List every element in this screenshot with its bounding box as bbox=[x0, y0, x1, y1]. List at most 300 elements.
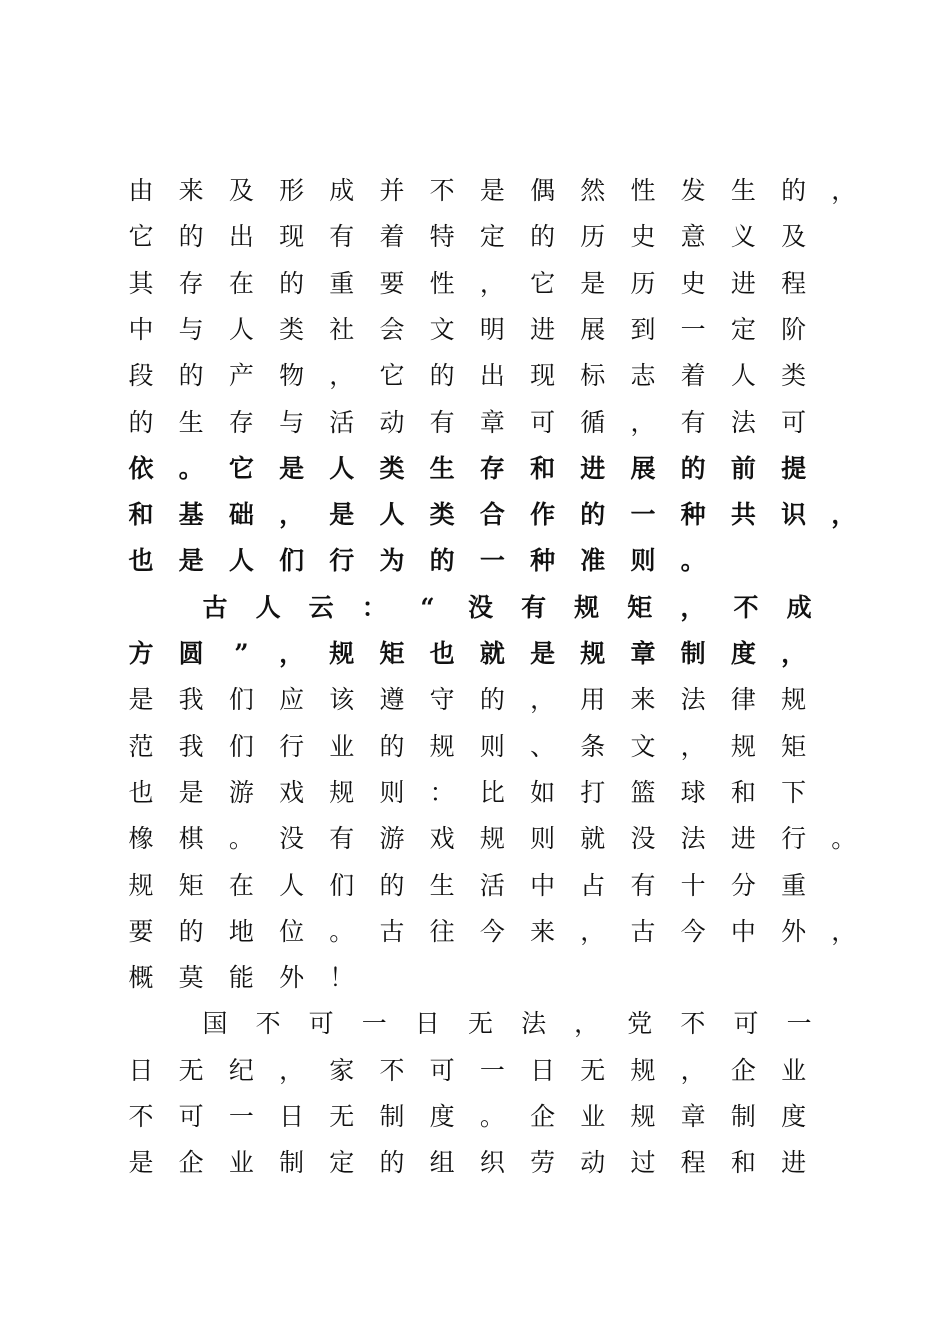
text-glyph: 定 bbox=[479, 222, 505, 252]
text-glyph: 一 bbox=[228, 1102, 254, 1131]
text-glyph: 史 bbox=[630, 222, 656, 252]
text-glyph: 进 bbox=[730, 824, 756, 854]
text-glyph: 下 bbox=[781, 777, 807, 807]
text-glyph: 十 bbox=[680, 870, 706, 900]
text-glyph: 不 bbox=[680, 1009, 706, 1039]
text-glyph: 可 bbox=[429, 1055, 455, 1085]
text-glyph: 来 bbox=[530, 916, 556, 946]
text-glyph: 。 bbox=[831, 824, 857, 854]
text-glyph: 出 bbox=[479, 361, 505, 391]
text-glyph: ， bbox=[329, 361, 355, 391]
text-glyph: 着 bbox=[680, 361, 706, 391]
text-glyph: 业 bbox=[781, 1055, 807, 1085]
text-glyph: 日 bbox=[128, 1055, 154, 1085]
text-glyph: 文 bbox=[630, 731, 656, 761]
text-line bbox=[0, 585, 950, 631]
text-glyph: 法 bbox=[680, 685, 706, 715]
text-glyph: ” bbox=[234, 639, 249, 668]
text-glyph: 打 bbox=[580, 777, 606, 807]
text-glyph: 戏 bbox=[429, 824, 455, 854]
text-glyph: 行 bbox=[781, 824, 807, 854]
text-glyph: 戏 bbox=[279, 777, 305, 807]
text-glyph: 范 bbox=[128, 731, 154, 761]
text-glyph: 制 bbox=[279, 1148, 305, 1178]
text-glyph: 。 bbox=[329, 916, 355, 946]
text-glyph: 现 bbox=[530, 361, 556, 391]
text-glyph: 是 bbox=[479, 176, 505, 205]
text-glyph: 则 bbox=[530, 824, 556, 854]
text-glyph: 要 bbox=[128, 916, 154, 946]
text-glyph: 它 bbox=[128, 222, 154, 252]
text-glyph: ， bbox=[574, 1009, 600, 1039]
text-glyph: 法 bbox=[680, 824, 706, 854]
text-glyph: 在 bbox=[228, 870, 254, 900]
text-glyph: 如 bbox=[530, 777, 556, 807]
text-glyph: 不 bbox=[733, 592, 759, 622]
text-glyph: 比 bbox=[479, 777, 505, 807]
text-line bbox=[0, 1140, 950, 1186]
text-glyph: 志 bbox=[630, 361, 656, 391]
text-glyph: 们 bbox=[329, 870, 355, 900]
text-glyph: 要 bbox=[379, 268, 405, 298]
text-glyph: 和 bbox=[128, 500, 154, 530]
text-glyph: 就 bbox=[479, 639, 505, 668]
text-glyph: 有 bbox=[680, 407, 706, 437]
text-glyph: 类 bbox=[781, 361, 807, 391]
text-glyph: 它 bbox=[228, 453, 254, 483]
text-glyph: 依 bbox=[128, 453, 154, 483]
text-glyph: 织 bbox=[479, 1148, 505, 1178]
text-glyph: 守 bbox=[429, 685, 455, 715]
text-glyph: ， bbox=[680, 592, 706, 622]
text-glyph: 我 bbox=[178, 685, 204, 715]
text-glyph: 古 bbox=[630, 916, 656, 946]
text-glyph: 规 bbox=[574, 592, 600, 622]
text-glyph: 古 bbox=[202, 592, 228, 622]
text-glyph: 一 bbox=[630, 500, 656, 530]
text-glyph: 规 bbox=[429, 731, 455, 761]
text-glyph: 该 bbox=[329, 685, 355, 715]
text-glyph: 章 bbox=[680, 1102, 706, 1131]
text-glyph: 企 bbox=[178, 1148, 204, 1178]
text-glyph: 规 bbox=[479, 824, 505, 854]
text-glyph: 可 bbox=[733, 1009, 759, 1039]
text-glyph: ！ bbox=[329, 963, 355, 993]
text-glyph: 们 bbox=[228, 685, 254, 715]
text-glyph: 进 bbox=[530, 314, 556, 344]
text-glyph: 是 bbox=[128, 685, 154, 715]
text-glyph: 定 bbox=[730, 314, 756, 344]
text-glyph: 。 bbox=[228, 824, 254, 854]
text-line bbox=[0, 168, 950, 214]
text-glyph: 是 bbox=[178, 777, 204, 807]
text-glyph: 进 bbox=[781, 1148, 807, 1178]
text-glyph: 纪 bbox=[228, 1055, 254, 1085]
text-glyph: 活 bbox=[479, 870, 505, 900]
text-line bbox=[0, 677, 950, 723]
text-glyph: 是 bbox=[530, 639, 556, 668]
text-glyph: 意 bbox=[680, 222, 706, 252]
text-glyph: 业 bbox=[329, 731, 355, 761]
text-glyph: 会 bbox=[379, 314, 405, 344]
text-glyph: ， bbox=[530, 685, 556, 715]
text-glyph: 外 bbox=[781, 916, 807, 946]
text-glyph: 遵 bbox=[379, 685, 405, 715]
text-line bbox=[0, 1094, 950, 1140]
text-glyph: 进 bbox=[730, 268, 756, 298]
text-glyph: 不 bbox=[379, 1055, 405, 1085]
text-glyph: 成 bbox=[786, 592, 812, 622]
text-glyph: 没 bbox=[279, 824, 305, 854]
text-glyph: 生 bbox=[429, 453, 455, 483]
text-glyph: 性 bbox=[429, 268, 455, 298]
text-glyph: 是 bbox=[329, 500, 355, 530]
text-glyph: 形 bbox=[279, 176, 305, 205]
text-glyph: 特 bbox=[429, 222, 455, 252]
text-glyph: 文 bbox=[429, 314, 455, 344]
text-glyph: ， bbox=[279, 500, 305, 530]
text-glyph: 存 bbox=[228, 407, 254, 437]
text-glyph: 橡 bbox=[128, 824, 154, 854]
text-glyph: 也 bbox=[128, 546, 154, 576]
text-glyph: 物 bbox=[279, 361, 305, 391]
text-glyph: 的 bbox=[429, 361, 455, 391]
text-glyph: 基 bbox=[178, 500, 204, 530]
text-glyph: 标 bbox=[580, 361, 606, 391]
text-glyph: 偶 bbox=[530, 176, 556, 205]
text-glyph: 和 bbox=[530, 453, 556, 483]
text-glyph: 占 bbox=[580, 870, 606, 900]
text-glyph: 无 bbox=[467, 1009, 493, 1039]
text-glyph: 也 bbox=[128, 777, 154, 807]
text-glyph: 来 bbox=[630, 685, 656, 715]
text-glyph: 概 bbox=[128, 963, 154, 993]
text-glyph: 有 bbox=[521, 592, 547, 622]
text-glyph: 过 bbox=[630, 1148, 656, 1178]
text-glyph: 一 bbox=[479, 1055, 505, 1085]
text-glyph: 组 bbox=[429, 1148, 455, 1178]
text-glyph: 性 bbox=[630, 176, 656, 205]
text-glyph: 明 bbox=[479, 314, 505, 344]
text-glyph: 存 bbox=[178, 268, 204, 298]
text-line bbox=[0, 1001, 950, 1047]
text-glyph: 人 bbox=[228, 546, 254, 576]
text-glyph: 律 bbox=[730, 685, 756, 715]
text-glyph: ， bbox=[831, 500, 857, 530]
text-glyph: 的 bbox=[128, 407, 154, 437]
text-glyph: 矩 bbox=[781, 731, 807, 761]
text-glyph: 规 bbox=[630, 1102, 656, 1131]
text-glyph: 类 bbox=[279, 314, 305, 344]
text-glyph: 今 bbox=[680, 916, 706, 946]
text-glyph: 没 bbox=[467, 592, 493, 622]
text-glyph: 着 bbox=[379, 222, 405, 252]
text-glyph: 规 bbox=[730, 731, 756, 761]
text-glyph: 与 bbox=[279, 407, 305, 437]
text-glyph: 存 bbox=[479, 453, 505, 483]
text-glyph: 章 bbox=[630, 639, 656, 668]
text-glyph: 日 bbox=[279, 1102, 305, 1131]
text-glyph: 、 bbox=[530, 731, 556, 761]
text-glyph: 劳 bbox=[530, 1148, 556, 1178]
text-glyph: 不 bbox=[429, 176, 455, 205]
text-glyph: 义 bbox=[730, 222, 756, 252]
text-glyph: 有 bbox=[429, 407, 455, 437]
text-glyph: 并 bbox=[379, 176, 405, 205]
text-line bbox=[0, 955, 950, 1001]
text-glyph: 我 bbox=[178, 731, 204, 761]
text-glyph: ， bbox=[279, 639, 305, 668]
text-glyph: ， bbox=[479, 268, 505, 298]
text-glyph: 历 bbox=[580, 222, 606, 252]
text-glyph: 史 bbox=[680, 268, 706, 298]
text-line bbox=[0, 353, 950, 399]
text-glyph: 与 bbox=[178, 314, 204, 344]
text-glyph: 可 bbox=[781, 407, 807, 437]
text-glyph: 中 bbox=[128, 314, 154, 344]
text-glyph: 国 bbox=[202, 1009, 228, 1039]
text-glyph: 可 bbox=[530, 407, 556, 437]
text-glyph: 不 bbox=[255, 1009, 281, 1039]
text-glyph: 的 bbox=[279, 268, 305, 298]
text-glyph: 地 bbox=[228, 916, 254, 946]
text-glyph: 循 bbox=[580, 407, 606, 437]
text-glyph: 为 bbox=[379, 546, 405, 576]
text-glyph: 展 bbox=[580, 314, 606, 344]
text-glyph: 规 bbox=[580, 639, 606, 668]
text-glyph: 也 bbox=[429, 639, 455, 668]
text-glyph: 的 bbox=[379, 870, 405, 900]
text-glyph: 位 bbox=[279, 916, 305, 946]
text-glyph: 行 bbox=[329, 546, 355, 576]
text-glyph: 行 bbox=[279, 731, 305, 761]
text-glyph: 业 bbox=[228, 1148, 254, 1178]
text-glyph: 度 bbox=[781, 1102, 807, 1131]
text-glyph: 是 bbox=[580, 268, 606, 298]
text-line bbox=[0, 538, 950, 584]
text-glyph: 业 bbox=[580, 1102, 606, 1131]
text-glyph: 进 bbox=[580, 453, 606, 483]
text-glyph: 制 bbox=[730, 1102, 756, 1131]
text-line bbox=[0, 631, 950, 677]
text-glyph: 共 bbox=[730, 500, 756, 530]
text-glyph: 展 bbox=[630, 453, 656, 483]
text-glyph: 的 bbox=[530, 222, 556, 252]
text-glyph: 不 bbox=[128, 1102, 154, 1131]
text-glyph: ： bbox=[361, 592, 387, 622]
text-glyph: 一 bbox=[479, 546, 505, 576]
text-glyph: 识 bbox=[781, 500, 807, 530]
text-glyph: 发 bbox=[680, 176, 706, 205]
text-glyph: 作 bbox=[530, 500, 556, 530]
text-glyph: 阶 bbox=[781, 314, 807, 344]
text-glyph: 中 bbox=[530, 870, 556, 900]
text-glyph: 规 bbox=[128, 870, 154, 900]
text-glyph: 云 bbox=[308, 592, 334, 622]
text-glyph: 莫 bbox=[178, 963, 204, 993]
text-glyph: 前 bbox=[730, 453, 756, 483]
text-glyph: 及 bbox=[781, 222, 807, 252]
text-glyph: 的 bbox=[178, 361, 204, 391]
text-line bbox=[0, 400, 950, 446]
text-glyph: 可 bbox=[178, 1102, 204, 1131]
text-glyph: 外 bbox=[279, 963, 305, 993]
text-glyph: ， bbox=[279, 1055, 305, 1085]
text-glyph: 无 bbox=[329, 1102, 355, 1131]
text-glyph: 分 bbox=[730, 870, 756, 900]
text-line bbox=[0, 214, 950, 260]
text-glyph: 可 bbox=[308, 1009, 334, 1039]
text-glyph: 的 bbox=[429, 546, 455, 576]
text-glyph: 生 bbox=[730, 176, 756, 205]
text-glyph: 篮 bbox=[630, 777, 656, 807]
text-glyph: 制 bbox=[379, 1102, 405, 1131]
text-glyph: 的 bbox=[680, 453, 706, 483]
text-glyph: ， bbox=[680, 731, 706, 761]
text-glyph: 人 bbox=[379, 500, 405, 530]
text-glyph: 定 bbox=[329, 1148, 355, 1178]
text-line bbox=[0, 261, 950, 307]
text-glyph: 则 bbox=[479, 731, 505, 761]
text-glyph: 重 bbox=[781, 870, 807, 900]
text-glyph: ， bbox=[831, 176, 857, 205]
text-glyph: 则 bbox=[379, 777, 405, 807]
text-glyph: 游 bbox=[379, 824, 405, 854]
text-glyph: 中 bbox=[730, 916, 756, 946]
text-glyph: 的 bbox=[379, 731, 405, 761]
text-glyph: ， bbox=[680, 1055, 706, 1085]
text-glyph: ， bbox=[630, 407, 656, 437]
text-glyph: ： bbox=[429, 777, 455, 807]
text-line bbox=[0, 770, 950, 816]
text-glyph: 动 bbox=[580, 1148, 606, 1178]
text-glyph: 成 bbox=[329, 176, 355, 205]
text-glyph: 。 bbox=[680, 546, 706, 576]
text-glyph: 历 bbox=[630, 268, 656, 298]
text-glyph: ， bbox=[580, 916, 606, 946]
text-glyph: 的 bbox=[479, 685, 505, 715]
text-glyph: 是 bbox=[128, 1148, 154, 1178]
text-glyph: 提 bbox=[781, 453, 807, 483]
text-glyph: 重 bbox=[329, 268, 355, 298]
text-glyph: 球 bbox=[680, 777, 706, 807]
text-glyph: 的 bbox=[379, 1148, 405, 1178]
text-glyph: 它 bbox=[530, 268, 556, 298]
text-glyph: 棋 bbox=[178, 824, 204, 854]
text-glyph: 制 bbox=[680, 639, 706, 668]
text-glyph: ， bbox=[781, 639, 807, 668]
text-glyph: 就 bbox=[580, 824, 606, 854]
text-glyph: 法 bbox=[730, 407, 756, 437]
text-glyph: 人 bbox=[255, 592, 281, 622]
text-glyph: 用 bbox=[580, 685, 606, 715]
text-glyph: 生 bbox=[178, 407, 204, 437]
text-glyph: 社 bbox=[329, 314, 355, 344]
text-glyph: 日 bbox=[530, 1055, 556, 1085]
text-glyph: 圆 bbox=[178, 639, 204, 668]
text-glyph: 的 bbox=[580, 500, 606, 530]
text-line bbox=[0, 492, 950, 538]
text-glyph: 在 bbox=[228, 268, 254, 298]
text-glyph: 条 bbox=[580, 731, 606, 761]
text-glyph: 由 bbox=[128, 176, 154, 205]
text-glyph: 产 bbox=[228, 361, 254, 391]
text-glyph: 的 bbox=[178, 916, 204, 946]
text-line bbox=[0, 816, 950, 862]
text-glyph: 动 bbox=[379, 407, 405, 437]
text-glyph: 生 bbox=[429, 870, 455, 900]
text-glyph: 。 bbox=[178, 453, 204, 483]
text-glyph: 规 bbox=[781, 685, 807, 715]
text-glyph: 活 bbox=[329, 407, 355, 437]
text-line bbox=[0, 307, 950, 353]
text-glyph: ， bbox=[831, 916, 857, 946]
text-glyph: 游 bbox=[228, 777, 254, 807]
text-glyph: 准 bbox=[580, 546, 606, 576]
text-glyph: 矩 bbox=[178, 870, 204, 900]
text-glyph: 种 bbox=[530, 546, 556, 576]
text-glyph: 类 bbox=[379, 453, 405, 483]
text-glyph: 规 bbox=[329, 777, 355, 807]
text-glyph: 矩 bbox=[379, 639, 405, 668]
text-glyph: 一 bbox=[680, 314, 706, 344]
text-glyph: 法 bbox=[521, 1009, 547, 1039]
text-glyph: 规 bbox=[630, 1055, 656, 1085]
text-glyph: 方 bbox=[128, 639, 154, 668]
text-glyph: 出 bbox=[228, 222, 254, 252]
text-line bbox=[0, 446, 950, 492]
text-glyph: 是 bbox=[178, 546, 204, 576]
text-glyph: 没 bbox=[630, 824, 656, 854]
text-glyph: 章 bbox=[479, 407, 505, 437]
text-glyph: 们 bbox=[279, 546, 305, 576]
text-glyph: 和 bbox=[730, 1148, 756, 1178]
text-glyph: 程 bbox=[781, 268, 807, 298]
text-glyph: 有 bbox=[630, 870, 656, 900]
text-glyph: 有 bbox=[329, 824, 355, 854]
text-glyph: 日 bbox=[414, 1009, 440, 1039]
text-glyph: 古 bbox=[379, 916, 405, 946]
text-glyph: 种 bbox=[680, 500, 706, 530]
text-glyph: 有 bbox=[329, 222, 355, 252]
text-glyph: 规 bbox=[329, 639, 355, 668]
text-glyph: 人 bbox=[730, 361, 756, 391]
text-glyph: 一 bbox=[786, 1009, 812, 1039]
text-line bbox=[0, 1048, 950, 1094]
text-glyph: 础 bbox=[228, 500, 254, 530]
text-glyph: 人 bbox=[329, 453, 355, 483]
text-glyph: 它 bbox=[379, 361, 405, 391]
text-glyph: 类 bbox=[429, 500, 455, 530]
text-glyph: 段 bbox=[128, 361, 154, 391]
text-glyph: 则 bbox=[630, 546, 656, 576]
text-line bbox=[0, 724, 950, 770]
text-glyph: 来 bbox=[178, 176, 204, 205]
text-glyph: 的 bbox=[781, 176, 807, 205]
text-glyph: 现 bbox=[279, 222, 305, 252]
text-glyph: 。 bbox=[479, 1102, 505, 1131]
text-glyph: 家 bbox=[329, 1055, 355, 1085]
text-glyph: 往 bbox=[429, 916, 455, 946]
text-glyph: 人 bbox=[228, 314, 254, 344]
text-glyph: 其 bbox=[128, 268, 154, 298]
text-glyph: 矩 bbox=[627, 592, 653, 622]
text-glyph: 今 bbox=[479, 916, 505, 946]
text-glyph: 及 bbox=[228, 176, 254, 205]
text-glyph: 是 bbox=[279, 453, 305, 483]
text-glyph: 一 bbox=[361, 1009, 387, 1039]
text-glyph: 然 bbox=[580, 176, 606, 205]
